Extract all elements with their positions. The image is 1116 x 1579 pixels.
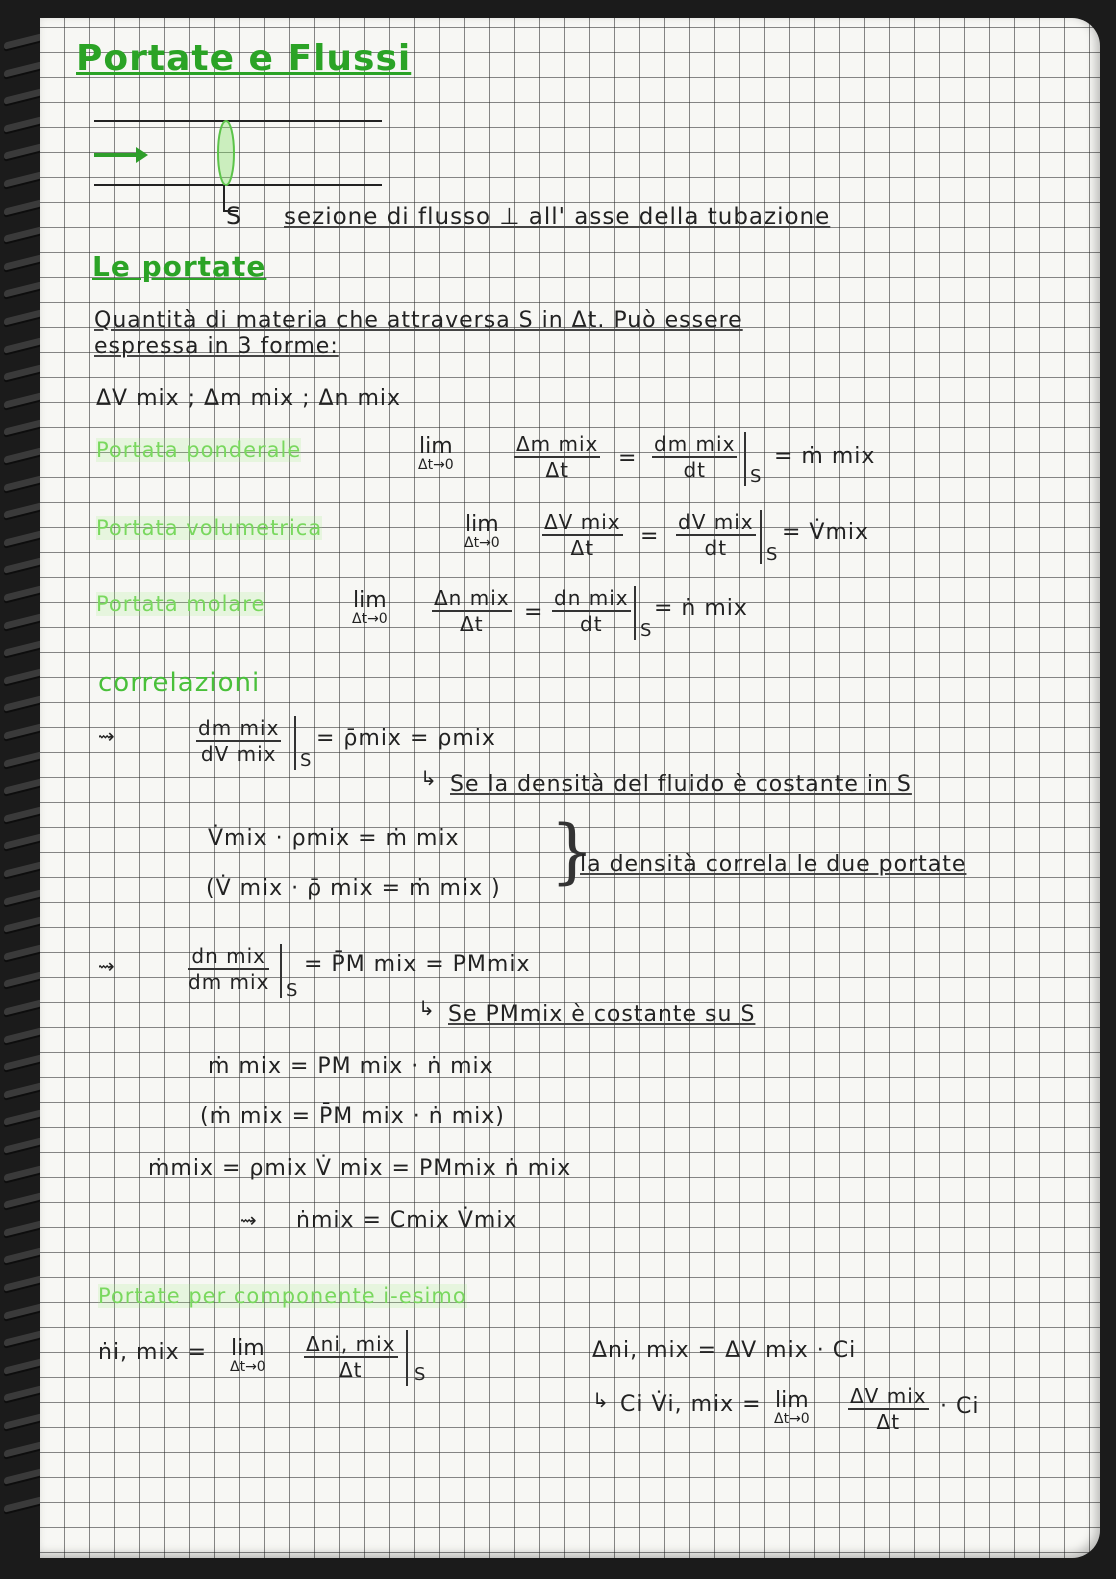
- spiral-ring: [4, 723, 42, 739]
- spiral-ring: [4, 1027, 42, 1043]
- component-flow-lhs: ṅi, mix =: [98, 1340, 208, 1365]
- spiral-ring: [4, 116, 42, 132]
- brace-note: la densità correla le due portate: [580, 852, 967, 877]
- eval-subscript: S: [766, 544, 778, 565]
- spiral-ring: [4, 1358, 42, 1374]
- flow-label-mass: Portata ponderale: [96, 438, 302, 462]
- equation: (V̇ mix · ρ̄ mix = ṁ mix ): [206, 876, 501, 901]
- spiral-ring: [4, 972, 42, 988]
- fraction: ΔV mix Δt: [544, 510, 621, 560]
- equals-sign: =: [524, 600, 544, 625]
- fraction: Δn mix Δt: [434, 586, 510, 636]
- arrow-down-right-icon: ↳: [592, 1388, 610, 1412]
- section-caption: sezione di flusso ⊥ all' asse della tubazione: [284, 204, 831, 230]
- eval-bar: [294, 716, 296, 770]
- spiral-ring: [4, 530, 42, 546]
- spiral-ring: [4, 447, 42, 463]
- spiral-ring: [4, 1192, 42, 1208]
- limit: lim Δt→0: [774, 1388, 810, 1427]
- spiral-ring: [4, 1386, 42, 1402]
- spiral-ring: [4, 88, 42, 104]
- eval-subscript: S: [286, 980, 298, 1001]
- limit: lim Δt→0: [352, 588, 388, 627]
- fraction: dn mix dm mix: [188, 944, 270, 994]
- page-title: Portate e Flussi: [76, 38, 412, 79]
- spiral-ring: [4, 1137, 42, 1153]
- section-heading: Le portate: [92, 250, 267, 283]
- equation: ṅmix = Cmix V̇mix: [296, 1208, 518, 1233]
- spiral-ring: [4, 1165, 42, 1181]
- squiggle-arrow-icon: ⇝: [98, 954, 116, 978]
- flow-label-volume: Portata volumetrica: [96, 516, 323, 540]
- spiral-ring: [4, 1441, 42, 1457]
- equals-sign: =: [618, 446, 638, 471]
- eval-subscript: S: [640, 620, 652, 641]
- limit: lim Δt→0: [230, 1336, 266, 1375]
- molar-mass-relation: = P̄M mix = PMmix: [304, 952, 531, 977]
- section-label: S: [226, 202, 243, 230]
- squiggle-arrow-icon: ⇝: [240, 1208, 258, 1232]
- flow-result: = V̇mix: [782, 520, 870, 545]
- fraction: dn mix dt: [554, 586, 629, 636]
- spiral-ring: [4, 1054, 42, 1070]
- eval-bar: [634, 586, 636, 640]
- spiral-ring: [4, 502, 42, 518]
- section-ellipse: [218, 121, 234, 185]
- notebook-page: [40, 18, 1100, 1558]
- spiral-ring: [4, 254, 42, 270]
- fraction: dm mix dV mix: [198, 716, 280, 766]
- flow-result: = ṅ mix: [654, 596, 748, 621]
- three-forms: ΔV mix ; Δm mix ; Δn mix: [96, 386, 402, 411]
- equation: ṁ mix = PM mix · ṅ mix: [208, 1054, 494, 1079]
- arrow-down-right-icon: ↳: [420, 766, 438, 790]
- fraction: ΔV mix Δt: [850, 1384, 927, 1434]
- eval-bar: [280, 944, 282, 998]
- spiral-ring: [4, 806, 42, 822]
- spiral-ring: [4, 1330, 42, 1346]
- squiggle-arrow-icon: ⇝: [98, 724, 116, 748]
- spiral-ring: [4, 33, 42, 49]
- arrow-down-right-icon: ↳: [418, 996, 436, 1020]
- spiral-ring: [4, 171, 42, 187]
- spiral-ring: [4, 751, 42, 767]
- density-note: Se la densità del fluido è costante in S: [450, 772, 912, 797]
- spiral-ring: [4, 1082, 42, 1098]
- spiral-ring: [4, 889, 42, 905]
- fraction: Δm mix Δt: [516, 432, 599, 482]
- eval-subscript: S: [414, 1364, 426, 1385]
- eval-bar: [406, 1330, 408, 1386]
- component-flow-eq: Ci V̇i, mix =: [620, 1392, 762, 1417]
- flow-label-molar: Portata molare: [96, 592, 266, 616]
- componente-heading: Portate per componente i-esimo: [98, 1284, 467, 1308]
- spiral-ring: [4, 1110, 42, 1126]
- equals-sign: =: [640, 524, 660, 549]
- spiral-ring: [4, 668, 42, 684]
- intro-line-2: espressa in 3 forme:: [94, 334, 339, 359]
- spiral-ring: [4, 144, 42, 160]
- spiral-ring: [4, 861, 42, 877]
- spiral-ring: [4, 309, 42, 325]
- spiral-ring: [4, 999, 42, 1015]
- spiral-ring: [4, 778, 42, 794]
- spiral-ring: [4, 1413, 42, 1429]
- eval-subscript: S: [750, 466, 762, 487]
- fraction: dV mix dt: [678, 510, 754, 560]
- spiral-ring: [4, 199, 42, 215]
- correlazioni-heading: correlazioni: [98, 668, 261, 698]
- component-tail: · Ci: [940, 1394, 980, 1419]
- spiral-ring: [4, 640, 42, 656]
- component-increment: Δni, mix = ΔV mix · Ci: [592, 1338, 857, 1363]
- flow-arrowhead-icon: [136, 147, 148, 163]
- spiral-ring: [4, 1303, 42, 1319]
- spiral-ring: [4, 226, 42, 242]
- spiral-ring: [4, 475, 42, 491]
- spiral-ring: [4, 1468, 42, 1484]
- spiral-ring: [4, 944, 42, 960]
- spiral-ring: [4, 1248, 42, 1264]
- intro-line-1: Quantità di materia che attraversa S in Δt. Può essere: [94, 308, 743, 333]
- fraction: Δni, mix Δt: [306, 1332, 396, 1382]
- spiral-ring: [4, 696, 42, 712]
- spiral-ring: [4, 364, 42, 380]
- equation: ṁmix = ρmix V̇ mix = PMmix ṅ mix: [148, 1156, 572, 1181]
- spiral-ring: [4, 337, 42, 353]
- flow-result: = ṁ mix: [774, 444, 876, 469]
- spiral-ring: [4, 282, 42, 298]
- spiral-ring: [4, 420, 42, 436]
- equation: (ṁ mix = P̄M mix · ṅ mix): [200, 1104, 505, 1129]
- limit: lim Δt→0: [464, 512, 500, 551]
- molar-mass-note: Se PMmix è costante su S: [448, 1002, 756, 1027]
- density-relation: = ρ̄mix = ρmix: [316, 726, 496, 751]
- brace: }: [550, 810, 595, 892]
- spiral-ring: [4, 558, 42, 574]
- eval-bar: [744, 432, 746, 486]
- eval-subscript: S: [300, 750, 312, 771]
- spiral-ring: [4, 613, 42, 629]
- limit: lim Δt→0: [418, 434, 454, 473]
- spiral-ring: [4, 916, 42, 932]
- spiral-ring: [4, 392, 42, 408]
- fraction: dm mix dt: [654, 432, 736, 482]
- eval-bar: [760, 510, 762, 564]
- spiral-ring: [4, 585, 42, 601]
- spiral-ring: [4, 1275, 42, 1291]
- spiral-ring: [4, 61, 42, 77]
- spiral-ring: [4, 1496, 42, 1512]
- spiral-ring: [4, 1220, 42, 1236]
- spiral-ring: [4, 834, 42, 850]
- equation: V̇mix · ρmix = ṁ mix: [208, 826, 460, 851]
